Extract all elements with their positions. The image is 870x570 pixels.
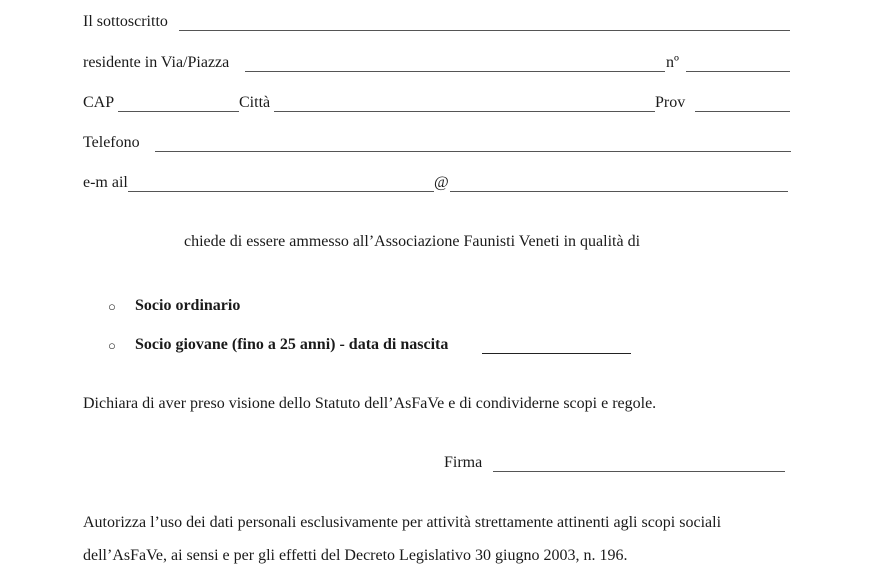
- declaration-text: Dichiara di aver preso visione dello Statuto dell’AsFaVe e di condividerne scopi e regole.: [83, 395, 657, 412]
- address-field[interactable]: [245, 71, 665, 72]
- signature-field[interactable]: [493, 471, 785, 472]
- email-at-sign: @: [434, 174, 449, 191]
- email-domain-field[interactable]: [450, 191, 788, 192]
- option-socio-ordinario[interactable]: Socio ordinario: [135, 297, 241, 314]
- address-row: [83, 52, 793, 74]
- phone-field[interactable]: [155, 151, 791, 152]
- option-socio-giovane-label: Socio giovane (fino a 25 anni) - data di nascita: [135, 336, 449, 353]
- privacy-text-line-2: dell’AsFaVe, ai sensi e per gli effetti del Decreto Legislativo 30 giugno 2003, n. 196.: [83, 547, 628, 564]
- signature-row: [444, 452, 789, 474]
- birth-date-field[interactable]: [482, 353, 631, 354]
- radio-icon[interactable]: ○: [108, 338, 116, 353]
- request-text: chiede di essere ammesso all’Associazione Faunisti Veneti in qualità di: [184, 233, 641, 250]
- phone-label: Telefono: [83, 134, 140, 151]
- house-number-label: nº: [666, 54, 679, 71]
- location-row: [83, 92, 793, 114]
- address-label: residente in Via/Piazza: [83, 54, 230, 71]
- email-label: e-m ail: [83, 174, 128, 191]
- house-number-field[interactable]: [686, 71, 790, 72]
- cap-field[interactable]: [118, 111, 239, 112]
- prov-label: Prov: [655, 94, 686, 111]
- cap-label: CAP: [83, 94, 115, 111]
- prov-field[interactable]: [695, 111, 790, 112]
- name-label: Il sottoscritto: [83, 13, 168, 30]
- radio-icon[interactable]: ○: [108, 299, 116, 314]
- name-row: [83, 11, 793, 33]
- phone-row: [83, 132, 793, 154]
- option-socio-giovane[interactable]: [135, 334, 635, 356]
- email-row: [83, 172, 793, 194]
- email-user-field[interactable]: [128, 191, 434, 192]
- city-label: Città: [239, 94, 271, 111]
- city-field[interactable]: [274, 111, 655, 112]
- privacy-text-line-1: Autorizza l’uso dei dati personali esclusivamente per attività strettamente attinenti agli scopi sociali: [83, 514, 722, 531]
- name-field[interactable]: [179, 30, 790, 31]
- signature-label: Firma: [444, 454, 483, 471]
